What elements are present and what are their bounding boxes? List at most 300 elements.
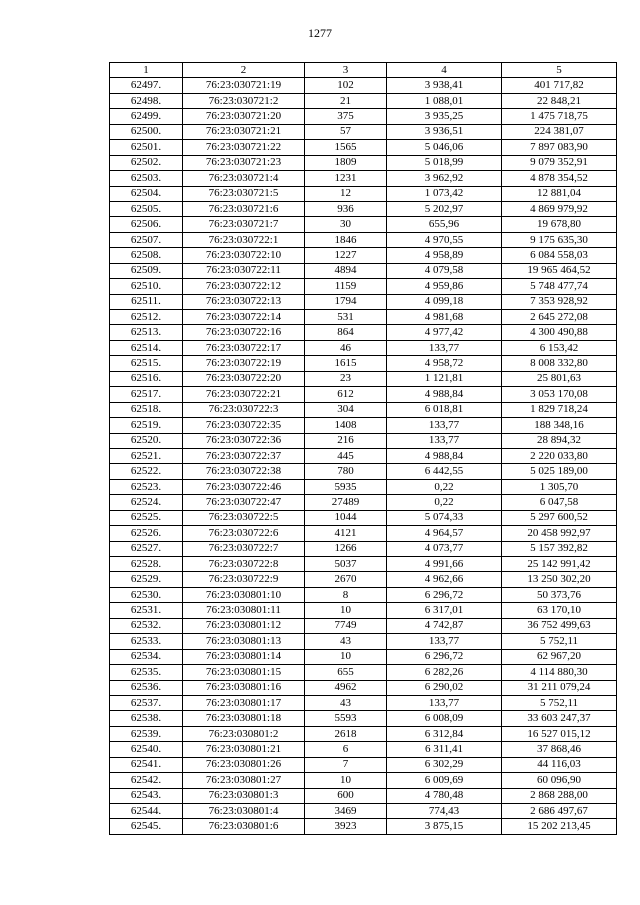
row-number-cell: 62520. bbox=[110, 433, 183, 448]
area-cell: 1044 bbox=[305, 510, 387, 525]
table-row bbox=[110, 695, 617, 710]
table-row bbox=[110, 201, 617, 216]
cadastral-number-cell: 76:23:030722:11 bbox=[183, 263, 305, 278]
value-cell: 188 348,16 bbox=[502, 418, 617, 433]
cadastral-number-cell: 76:23:030722:7 bbox=[183, 541, 305, 556]
price-cell: 4 988,84 bbox=[387, 448, 502, 463]
cadastral-number-cell: 76:23:030722:5 bbox=[183, 510, 305, 525]
cadastral-number-cell: 76:23:030801:14 bbox=[183, 649, 305, 664]
price-cell: 6 008,09 bbox=[387, 711, 502, 726]
table-row bbox=[110, 572, 617, 587]
area-cell: 1227 bbox=[305, 248, 387, 263]
row-number-cell: 62528. bbox=[110, 557, 183, 572]
row-number-cell: 62545. bbox=[110, 819, 183, 834]
row-number-cell: 62497. bbox=[110, 78, 183, 93]
area-cell: 1266 bbox=[305, 541, 387, 556]
area-cell: 936 bbox=[305, 201, 387, 216]
price-cell: 4 742,87 bbox=[387, 618, 502, 633]
cadastral-number-cell: 76:23:030721:5 bbox=[183, 186, 305, 201]
cadastral-number-cell: 76:23:030721:4 bbox=[183, 171, 305, 186]
row-number-cell: 62513. bbox=[110, 325, 183, 340]
table-row bbox=[110, 371, 617, 386]
area-cell: 23 bbox=[305, 371, 387, 386]
price-cell: 133,77 bbox=[387, 433, 502, 448]
area-cell: 216 bbox=[305, 433, 387, 448]
price-cell: 4 962,66 bbox=[387, 572, 502, 587]
table-row bbox=[110, 140, 617, 155]
table-row bbox=[110, 340, 617, 355]
row-number-cell: 62535. bbox=[110, 665, 183, 680]
area-cell: 1408 bbox=[305, 418, 387, 433]
row-number-cell: 62508. bbox=[110, 248, 183, 263]
row-number-cell: 62534. bbox=[110, 649, 183, 664]
table-row bbox=[110, 93, 617, 108]
table-row bbox=[110, 603, 617, 618]
row-number-cell: 62540. bbox=[110, 742, 183, 757]
value-cell: 15 202 213,45 bbox=[502, 819, 617, 834]
cadastral-number-cell: 76:23:030721:7 bbox=[183, 217, 305, 232]
cadastral-number-cell: 76:23:030801:21 bbox=[183, 742, 305, 757]
cadastral-number-cell: 76:23:030722:1 bbox=[183, 232, 305, 247]
price-cell: 3 935,25 bbox=[387, 109, 502, 124]
price-cell: 1 121,81 bbox=[387, 371, 502, 386]
table-row bbox=[110, 495, 617, 510]
table-row bbox=[110, 557, 617, 572]
value-cell: 19 965 464,52 bbox=[502, 263, 617, 278]
row-number-cell: 62538. bbox=[110, 711, 183, 726]
value-cell: 401 717,82 bbox=[502, 78, 617, 93]
price-cell: 6 018,81 bbox=[387, 402, 502, 417]
price-cell: 4 970,55 bbox=[387, 232, 502, 247]
table-row bbox=[110, 649, 617, 664]
cadastral-number-cell: 76:23:030801:6 bbox=[183, 819, 305, 834]
area-cell: 1565 bbox=[305, 140, 387, 155]
cadastral-number-cell: 76:23:030722:47 bbox=[183, 495, 305, 510]
area-cell: 10 bbox=[305, 649, 387, 664]
area-cell: 4894 bbox=[305, 263, 387, 278]
area-cell: 57 bbox=[305, 124, 387, 139]
value-cell: 7 353 928,92 bbox=[502, 294, 617, 309]
cadastral-number-cell: 76:23:030722:38 bbox=[183, 464, 305, 479]
row-number-cell: 62531. bbox=[110, 603, 183, 618]
price-cell: 6 311,41 bbox=[387, 742, 502, 757]
price-cell: 6 282,26 bbox=[387, 665, 502, 680]
price-cell: 5 046,06 bbox=[387, 140, 502, 155]
area-cell: 600 bbox=[305, 788, 387, 803]
area-cell: 3923 bbox=[305, 819, 387, 834]
value-cell: 7 897 083,90 bbox=[502, 140, 617, 155]
value-cell: 6 084 558,03 bbox=[502, 248, 617, 263]
table-row bbox=[110, 186, 617, 201]
cadastral-number-cell: 76:23:030722:10 bbox=[183, 248, 305, 263]
area-cell: 4962 bbox=[305, 680, 387, 695]
table-body bbox=[110, 78, 617, 834]
price-cell: 6 009,69 bbox=[387, 773, 502, 788]
area-cell: 2670 bbox=[305, 572, 387, 587]
row-number-cell: 62511. bbox=[110, 294, 183, 309]
value-cell: 1 475 718,75 bbox=[502, 109, 617, 124]
row-number-cell: 62544. bbox=[110, 804, 183, 819]
value-cell: 1 305,70 bbox=[502, 479, 617, 494]
table-row bbox=[110, 171, 617, 186]
table-row bbox=[110, 726, 617, 741]
price-cell: 4 981,68 bbox=[387, 310, 502, 325]
row-number-cell: 62522. bbox=[110, 464, 183, 479]
area-cell: 43 bbox=[305, 695, 387, 710]
row-number-cell: 62499. bbox=[110, 109, 183, 124]
value-cell: 5 025 189,00 bbox=[502, 464, 617, 479]
row-number-cell: 62521. bbox=[110, 448, 183, 463]
price-cell: 4 991,66 bbox=[387, 557, 502, 572]
table-row bbox=[110, 217, 617, 232]
price-cell: 6 317,01 bbox=[387, 603, 502, 618]
table-row bbox=[110, 448, 617, 463]
price-cell: 774,43 bbox=[387, 804, 502, 819]
table-row bbox=[110, 680, 617, 695]
row-number-cell: 62529. bbox=[110, 572, 183, 587]
row-number-cell: 62525. bbox=[110, 510, 183, 525]
row-number-cell: 62532. bbox=[110, 618, 183, 633]
cadastral-number-cell: 76:23:030801:17 bbox=[183, 695, 305, 710]
area-cell: 445 bbox=[305, 448, 387, 463]
price-cell: 6 296,72 bbox=[387, 587, 502, 602]
table-row bbox=[110, 402, 617, 417]
value-cell: 62 967,20 bbox=[502, 649, 617, 664]
table-row bbox=[110, 124, 617, 139]
row-number-cell: 62541. bbox=[110, 757, 183, 772]
value-cell: 13 250 302,20 bbox=[502, 572, 617, 587]
price-cell: 6 302,29 bbox=[387, 757, 502, 772]
page-number: 1277 bbox=[308, 26, 332, 40]
table-row bbox=[110, 665, 617, 680]
row-number-cell: 62533. bbox=[110, 634, 183, 649]
area-cell: 4121 bbox=[305, 526, 387, 541]
value-cell: 4 878 354,52 bbox=[502, 171, 617, 186]
column-header-1: 1 bbox=[110, 63, 183, 78]
area-cell: 102 bbox=[305, 78, 387, 93]
price-cell: 0,22 bbox=[387, 479, 502, 494]
cadastral-number-cell: 76:23:030721:2 bbox=[183, 93, 305, 108]
cadastral-number-cell: 76:23:030722:9 bbox=[183, 572, 305, 587]
area-cell: 375 bbox=[305, 109, 387, 124]
price-cell: 655,96 bbox=[387, 217, 502, 232]
row-number-cell: 62523. bbox=[110, 479, 183, 494]
table-row bbox=[110, 109, 617, 124]
value-cell: 5 752,11 bbox=[502, 634, 617, 649]
value-cell: 25 142 991,42 bbox=[502, 557, 617, 572]
table-row bbox=[110, 232, 617, 247]
table-row bbox=[110, 819, 617, 834]
table-row bbox=[110, 634, 617, 649]
cadastral-number-cell: 76:23:030722:14 bbox=[183, 310, 305, 325]
table-row bbox=[110, 325, 617, 340]
row-number-cell: 62524. bbox=[110, 495, 183, 510]
cadastral-number-cell: 76:23:030801:27 bbox=[183, 773, 305, 788]
row-number-cell: 62498. bbox=[110, 93, 183, 108]
cadastral-number-cell: 76:23:030722:13 bbox=[183, 294, 305, 309]
row-number-cell: 62506. bbox=[110, 217, 183, 232]
value-cell: 9 079 352,91 bbox=[502, 155, 617, 170]
value-cell: 20 458 992,97 bbox=[502, 526, 617, 541]
area-cell: 1809 bbox=[305, 155, 387, 170]
cadastral-number-cell: 76:23:030721:22 bbox=[183, 140, 305, 155]
area-cell: 12 bbox=[305, 186, 387, 201]
cadastral-number-cell: 76:23:030801:26 bbox=[183, 757, 305, 772]
value-cell: 60 096,90 bbox=[502, 773, 617, 788]
area-cell: 7749 bbox=[305, 618, 387, 633]
table-row bbox=[110, 263, 617, 278]
row-number-cell: 62515. bbox=[110, 356, 183, 371]
cadastral-number-cell: 76:23:030722:20 bbox=[183, 371, 305, 386]
table-row bbox=[110, 526, 617, 541]
price-cell: 3 936,51 bbox=[387, 124, 502, 139]
price-cell: 6 312,84 bbox=[387, 726, 502, 741]
table-row bbox=[110, 742, 617, 757]
area-cell: 43 bbox=[305, 634, 387, 649]
value-cell: 224 381,07 bbox=[502, 124, 617, 139]
value-cell: 9 175 635,30 bbox=[502, 232, 617, 247]
cadastral-number-cell: 76:23:030801:15 bbox=[183, 665, 305, 680]
row-number-cell: 62536. bbox=[110, 680, 183, 695]
column-header-5: 5 bbox=[502, 63, 617, 78]
price-cell: 5 202,97 bbox=[387, 201, 502, 216]
row-number-cell: 62539. bbox=[110, 726, 183, 741]
row-number-cell: 62502. bbox=[110, 155, 183, 170]
cadastral-number-cell: 76:23:030722:21 bbox=[183, 387, 305, 402]
value-cell: 50 373,76 bbox=[502, 587, 617, 602]
value-cell: 28 894,32 bbox=[502, 433, 617, 448]
row-number-cell: 62505. bbox=[110, 201, 183, 216]
value-cell: 37 868,46 bbox=[502, 742, 617, 757]
table-row bbox=[110, 618, 617, 633]
table-row bbox=[110, 387, 617, 402]
value-cell: 12 881,04 bbox=[502, 186, 617, 201]
area-cell: 655 bbox=[305, 665, 387, 680]
price-cell: 4 977,42 bbox=[387, 325, 502, 340]
cadastral-number-cell: 76:23:030722:35 bbox=[183, 418, 305, 433]
area-cell: 531 bbox=[305, 310, 387, 325]
price-cell: 133,77 bbox=[387, 340, 502, 355]
price-cell: 4 780,48 bbox=[387, 788, 502, 803]
area-cell: 30 bbox=[305, 217, 387, 232]
area-cell: 8 bbox=[305, 587, 387, 602]
cadastral-number-cell: 76:23:030801:13 bbox=[183, 634, 305, 649]
cadastral-number-cell: 76:23:030801:10 bbox=[183, 587, 305, 602]
cadastral-number-cell: 76:23:030801:12 bbox=[183, 618, 305, 633]
value-cell: 36 752 499,63 bbox=[502, 618, 617, 633]
area-cell: 1846 bbox=[305, 232, 387, 247]
column-header-4: 4 bbox=[387, 63, 502, 78]
row-number-cell: 62542. bbox=[110, 773, 183, 788]
cadastral-number-cell: 76:23:030721:21 bbox=[183, 124, 305, 139]
cadastral-number-cell: 76:23:030722:46 bbox=[183, 479, 305, 494]
cadastral-number-cell: 76:23:030801:16 bbox=[183, 680, 305, 695]
table-row bbox=[110, 479, 617, 494]
table-row bbox=[110, 464, 617, 479]
price-cell: 3 875,15 bbox=[387, 819, 502, 834]
area-cell: 10 bbox=[305, 773, 387, 788]
row-number-cell: 62517. bbox=[110, 387, 183, 402]
cadastral-number-cell: 76:23:030722:6 bbox=[183, 526, 305, 541]
value-cell: 5 752,11 bbox=[502, 695, 617, 710]
price-cell: 1 088,01 bbox=[387, 93, 502, 108]
value-cell: 19 678,80 bbox=[502, 217, 617, 232]
area-cell: 27489 bbox=[305, 495, 387, 510]
row-number-cell: 62518. bbox=[110, 402, 183, 417]
area-cell: 10 bbox=[305, 603, 387, 618]
price-cell: 133,77 bbox=[387, 418, 502, 433]
table-row bbox=[110, 310, 617, 325]
value-cell: 3 053 170,08 bbox=[502, 387, 617, 402]
price-cell: 4 958,89 bbox=[387, 248, 502, 263]
cadastral-number-cell: 76:23:030801:18 bbox=[183, 711, 305, 726]
table-row bbox=[110, 541, 617, 556]
row-number-cell: 62512. bbox=[110, 310, 183, 325]
value-cell: 8 008 332,80 bbox=[502, 356, 617, 371]
value-cell: 44 116,03 bbox=[502, 757, 617, 772]
value-cell: 1 829 718,24 bbox=[502, 402, 617, 417]
price-cell: 133,77 bbox=[387, 634, 502, 649]
row-number-cell: 62519. bbox=[110, 418, 183, 433]
price-cell: 6 442,55 bbox=[387, 464, 502, 479]
table-row bbox=[110, 418, 617, 433]
data-table bbox=[109, 62, 617, 835]
area-cell: 1159 bbox=[305, 279, 387, 294]
row-number-cell: 62503. bbox=[110, 171, 183, 186]
row-number-cell: 62510. bbox=[110, 279, 183, 294]
area-cell: 1615 bbox=[305, 356, 387, 371]
table-row bbox=[110, 155, 617, 170]
price-cell: 4 988,84 bbox=[387, 387, 502, 402]
value-cell: 2 686 497,67 bbox=[502, 804, 617, 819]
cadastral-number-cell: 76:23:030801:11 bbox=[183, 603, 305, 618]
row-number-cell: 62526. bbox=[110, 526, 183, 541]
value-cell: 5 157 392,82 bbox=[502, 541, 617, 556]
cadastral-number-cell: 76:23:030801:3 bbox=[183, 788, 305, 803]
row-number-cell: 62530. bbox=[110, 587, 183, 602]
area-cell: 780 bbox=[305, 464, 387, 479]
area-cell: 1231 bbox=[305, 171, 387, 186]
table-row bbox=[110, 757, 617, 772]
value-cell: 16 527 015,12 bbox=[502, 726, 617, 741]
area-cell: 612 bbox=[305, 387, 387, 402]
value-cell: 4 869 979,92 bbox=[502, 201, 617, 216]
table-row bbox=[110, 248, 617, 263]
price-cell: 5 018,99 bbox=[387, 155, 502, 170]
value-cell: 4 300 490,88 bbox=[502, 325, 617, 340]
table-row bbox=[110, 294, 617, 309]
price-cell: 4 959,86 bbox=[387, 279, 502, 294]
row-number-cell: 62507. bbox=[110, 232, 183, 247]
price-cell: 6 290,02 bbox=[387, 680, 502, 695]
value-cell: 33 603 247,37 bbox=[502, 711, 617, 726]
cadastral-number-cell: 76:23:030722:37 bbox=[183, 448, 305, 463]
table-row bbox=[110, 587, 617, 602]
cadastral-number-cell: 76:23:030722:17 bbox=[183, 340, 305, 355]
column-header-3: 3 bbox=[305, 63, 387, 78]
table-row bbox=[110, 433, 617, 448]
price-cell: 4 964,57 bbox=[387, 526, 502, 541]
column-header-2: 2 bbox=[183, 63, 305, 78]
cadastral-number-cell: 76:23:030801:4 bbox=[183, 804, 305, 819]
cadastral-number-cell: 76:23:030722:16 bbox=[183, 325, 305, 340]
area-cell: 304 bbox=[305, 402, 387, 417]
area-cell: 5037 bbox=[305, 557, 387, 572]
table-row bbox=[110, 788, 617, 803]
area-cell: 1794 bbox=[305, 294, 387, 309]
table-row bbox=[110, 711, 617, 726]
area-cell: 864 bbox=[305, 325, 387, 340]
area-cell: 2618 bbox=[305, 726, 387, 741]
price-cell: 0,22 bbox=[387, 495, 502, 510]
value-cell: 2 645 272,08 bbox=[502, 310, 617, 325]
value-cell: 2 220 033,80 bbox=[502, 448, 617, 463]
price-cell: 5 074,33 bbox=[387, 510, 502, 525]
price-cell: 3 938,41 bbox=[387, 78, 502, 93]
cadastral-number-cell: 76:23:030722:12 bbox=[183, 279, 305, 294]
value-cell: 5 297 600,52 bbox=[502, 510, 617, 525]
cadastral-number-cell: 76:23:030721:6 bbox=[183, 201, 305, 216]
area-cell: 6 bbox=[305, 742, 387, 757]
price-cell: 4 073,77 bbox=[387, 541, 502, 556]
table-row bbox=[110, 279, 617, 294]
cadastral-number-cell: 76:23:030721:20 bbox=[183, 109, 305, 124]
cadastral-number-cell: 76:23:030722:8 bbox=[183, 557, 305, 572]
price-cell: 133,77 bbox=[387, 695, 502, 710]
price-cell: 4 079,58 bbox=[387, 263, 502, 278]
value-cell: 2 868 288,00 bbox=[502, 788, 617, 803]
row-number-cell: 62501. bbox=[110, 140, 183, 155]
value-cell: 6 047,58 bbox=[502, 495, 617, 510]
area-cell: 5593 bbox=[305, 711, 387, 726]
price-cell: 3 962,92 bbox=[387, 171, 502, 186]
cadastral-number-cell: 76:23:030721:23 bbox=[183, 155, 305, 170]
value-cell: 31 211 079,24 bbox=[502, 680, 617, 695]
row-number-cell: 62527. bbox=[110, 541, 183, 556]
price-cell: 6 296,72 bbox=[387, 649, 502, 664]
price-cell: 1 073,42 bbox=[387, 186, 502, 201]
value-cell: 4 114 880,30 bbox=[502, 665, 617, 680]
cadastral-number-cell: 76:23:030722:3 bbox=[183, 402, 305, 417]
area-cell: 3469 bbox=[305, 804, 387, 819]
value-cell: 63 170,10 bbox=[502, 603, 617, 618]
row-number-cell: 62504. bbox=[110, 186, 183, 201]
value-cell: 22 848,21 bbox=[502, 93, 617, 108]
table-row bbox=[110, 356, 617, 371]
area-cell: 5935 bbox=[305, 479, 387, 494]
value-cell: 25 801,63 bbox=[502, 371, 617, 386]
price-cell: 4 958,72 bbox=[387, 356, 502, 371]
cadastral-number-cell: 76:23:030801:2 bbox=[183, 726, 305, 741]
row-number-cell: 62514. bbox=[110, 340, 183, 355]
table-row bbox=[110, 510, 617, 525]
row-number-cell: 62500. bbox=[110, 124, 183, 139]
row-number-cell: 62516. bbox=[110, 371, 183, 386]
row-number-cell: 62537. bbox=[110, 695, 183, 710]
area-cell: 7 bbox=[305, 757, 387, 772]
cadastral-number-cell: 76:23:030722:36 bbox=[183, 433, 305, 448]
table-row bbox=[110, 804, 617, 819]
area-cell: 21 bbox=[305, 93, 387, 108]
area-cell: 46 bbox=[305, 340, 387, 355]
row-number-cell: 62543. bbox=[110, 788, 183, 803]
value-cell: 5 748 477,74 bbox=[502, 279, 617, 294]
table-header-row bbox=[110, 63, 617, 78]
row-number-cell: 62509. bbox=[110, 263, 183, 278]
table-row bbox=[110, 773, 617, 788]
table-row bbox=[110, 78, 617, 93]
cadastral-number-cell: 76:23:030721:19 bbox=[183, 78, 305, 93]
